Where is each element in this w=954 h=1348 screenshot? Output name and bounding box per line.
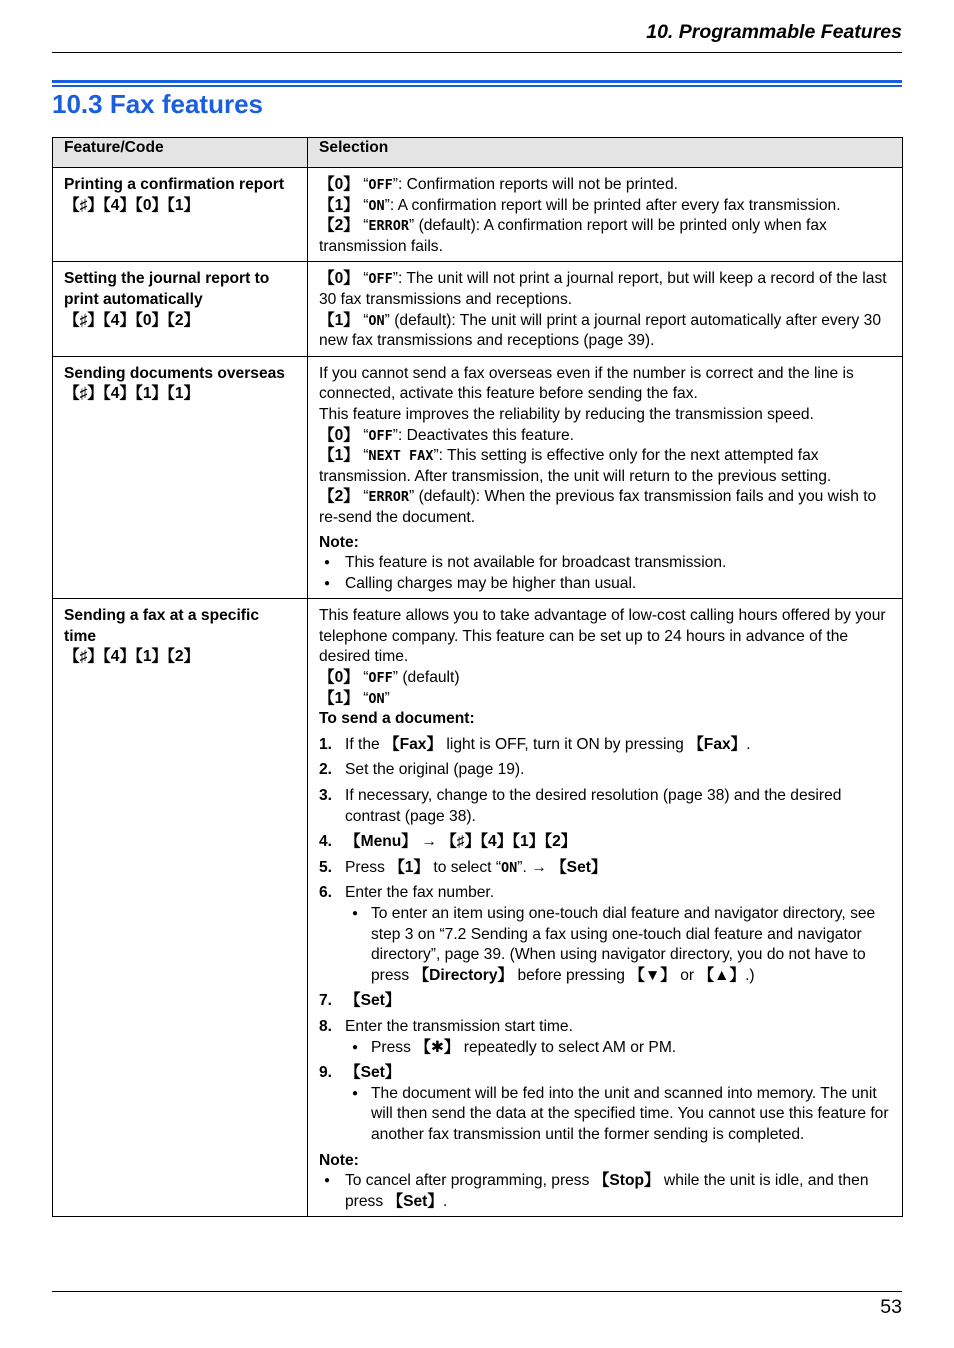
note-item: ● This feature is not available for broadcast transmission. xyxy=(319,553,890,574)
step-item: 8. Enter the transmission start time. ● Press 【✱】 repeatedly to select AM or PM. xyxy=(319,1017,890,1058)
page-number: 53 xyxy=(880,1296,902,1318)
feature-name: Sending documents overseas xyxy=(64,364,285,382)
option-item: 【2】 “ERROR” (default): A confirmation report will be printed only when fax transmission fails. xyxy=(319,217,827,255)
selection-cell xyxy=(308,168,903,262)
option-item: 【2】 “ERROR” (default): When the previous fax transmission fails and you wish to re-send the document. xyxy=(319,488,877,526)
option-item: 【0】 “OFF”: The unit will not print a journal report, but will keep a record of the last 30 fax transmissions and receptions. xyxy=(319,270,887,308)
note-item: ● To cancel after programming, press 【Stop】 while the unit is idle, and then press 【Set】. xyxy=(319,1171,890,1212)
step-item: 4. 【Menu】 → 【♯】【4】【1】【2】 xyxy=(319,833,577,851)
option-item: 【0】 “OFF”: Confirmation reports will not be printed. xyxy=(319,176,678,193)
step-item: 1. If the 【Fax】 light is OFF, turn it ON by pressing 【Fax】. xyxy=(319,735,751,753)
arrow-icon: → xyxy=(416,833,442,851)
arrow-icon: → xyxy=(531,858,552,876)
feature-code: 【♯】【4】【0】【2】 xyxy=(64,311,200,329)
feature-cell xyxy=(53,262,308,356)
intro-text: If you cannot send a fax overseas even if the number is correct and the line is connected, activate this feature before sending the fax. xyxy=(319,364,854,403)
fax-features-table xyxy=(52,137,903,1217)
feature-name: Sending a fax at a specific time xyxy=(64,607,259,645)
feature-code: 【♯】【4】【0】【1】 xyxy=(64,196,200,214)
page-title: 10.3 Fax features xyxy=(52,89,264,119)
note-item: ● Calling charges may be higher than usual. xyxy=(319,574,890,595)
note-label: Note: xyxy=(319,533,359,551)
column-header-feature: Feature/Code xyxy=(53,138,308,168)
table-row xyxy=(53,599,903,1217)
selection-cell xyxy=(308,356,903,599)
step-item: 5. Press 【1】 to select “ON”. → 【Set】 xyxy=(319,858,607,876)
column-header-selection: Selection xyxy=(308,138,903,168)
feature-cell xyxy=(53,168,308,262)
feature-name: Setting the journal report to print automatically xyxy=(64,270,270,308)
option-item: 【1】 “NEXT FAX”: This setting is effective only for the next attempted fax transmission. After transmission, the unit will return to the previous setting. xyxy=(319,447,832,485)
procedure-steps xyxy=(319,735,890,1146)
option-item: 【1】 “ON”: A confirmation report will be printed after every fax transmission. xyxy=(319,196,841,214)
header-rule xyxy=(52,52,902,53)
option-item: 【1】 “ON” xyxy=(319,689,390,707)
selection-cell xyxy=(308,262,903,356)
feature-code: 【♯】【4】【1】【1】 xyxy=(64,385,200,403)
table-header-row xyxy=(53,138,903,168)
section-header: 10. Programmable Features xyxy=(646,21,902,43)
note-label: Note: xyxy=(319,1151,359,1169)
feature-cell xyxy=(53,599,308,1217)
step-item: 2. Set the original (page 19). xyxy=(319,761,525,779)
step-item: 3. If necessary, change to the desired resolution (page 38) and the desired contrast (page 38). xyxy=(319,787,842,825)
option-item: 【0】 “OFF” (default) xyxy=(319,669,460,687)
table-row xyxy=(53,356,903,599)
title-rule xyxy=(52,80,902,87)
feature-code: 【♯】【4】【1】【2】 xyxy=(64,648,200,666)
intro-text: This feature allows you to take advantage of low-cost calling hours offered by your telephone company. This feature can be set up to 24 hours in advance of the desired time. xyxy=(319,607,886,666)
step-bullet: ● The document will be fed into the unit and scanned into memory. The unit will then send the data at the specified time. You cannot use this feature for another fax transmission until the former sending is completed. xyxy=(345,1084,890,1146)
procedure-title: To send a document: xyxy=(319,710,475,728)
step-item: 9. 【Set】 ● The document will be fed into the unit and scanned into memory. The unit will then send the data at the specified time. You cannot use this feature for another fax transmission until the former sending is completed. xyxy=(319,1063,890,1145)
selection-cell xyxy=(308,599,903,1217)
option-item: 【1】 “ON” (default): The unit will print a journal report automatically after every 30 new fax transmissions and receptions (page 39). xyxy=(319,311,882,350)
step-item: 6. Enter the fax number. ● To enter an item using one-touch dial feature and navigator directory, see step 3 on “7.2 Sending a fax using one-touch dial feature and navigator directory”, page 39. (When using navigator directory, you do not have to press 【Directory】 before pressing 【▼】 or 【▲】.) xyxy=(319,883,890,986)
table-row xyxy=(53,262,903,356)
footer-rule xyxy=(52,1291,902,1292)
step-item: 7. 【Set】 xyxy=(319,992,401,1010)
option-item: 【0】 “OFF”: Deactivates this feature. xyxy=(319,426,574,444)
feature-name: Printing a confirmation report xyxy=(64,176,285,193)
feature-cell xyxy=(53,356,308,599)
table-row xyxy=(53,168,903,262)
step-bullet: ● Press 【✱】 repeatedly to select AM or PM. xyxy=(345,1038,890,1059)
intro-text: This feature improves the reliability by reducing the transmission speed. xyxy=(319,405,814,423)
step-bullet: ● To enter an item using one-touch dial feature and navigator directory, see step 3 on “7.2 Sending a fax using one-touch dial feature and navigator directory”, page 39. (When using navigator directory, you do not have to press 【Directory】 before pressing 【▼】 or 【▲】.) xyxy=(345,904,890,986)
